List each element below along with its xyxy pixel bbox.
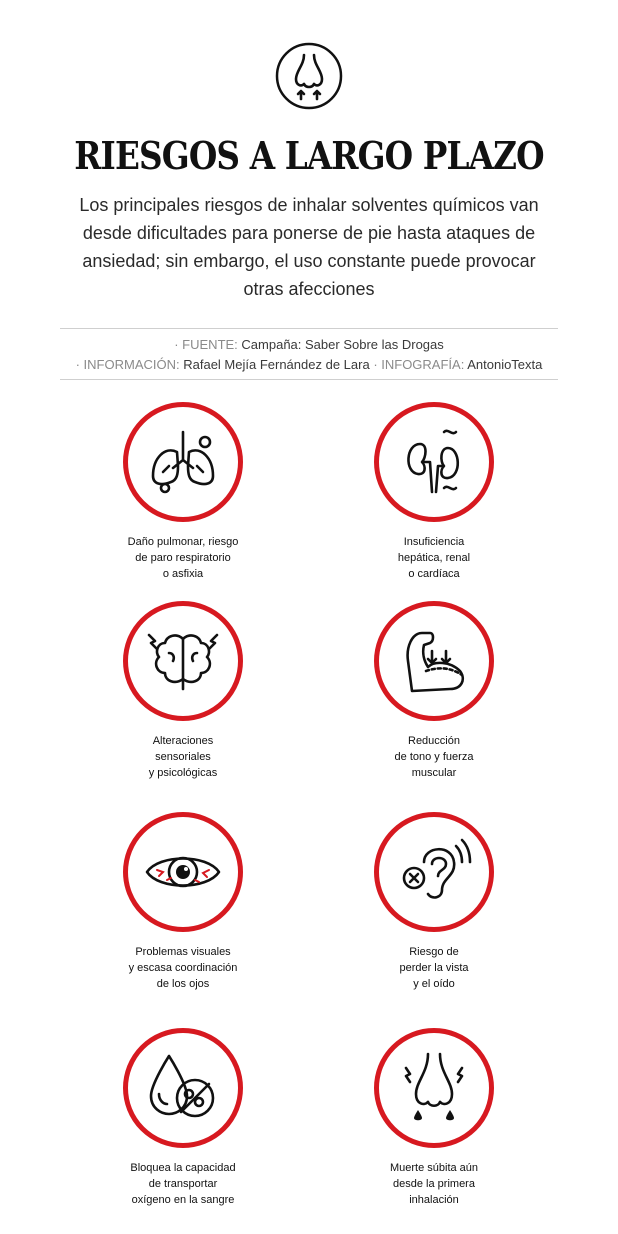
source-label: · FUENTE: xyxy=(174,337,238,352)
lungs-icon xyxy=(123,402,243,522)
page-title: RIESGOS A LARGO PLAZO xyxy=(74,133,544,178)
muscle-arm-icon xyxy=(374,601,494,721)
intro-text: Los principales riesgos de inhalar solventes químicos van desde dificultades para ponerse de pie hasta ataques de ansiedad; sin embargo, el uso constante puede provocar otras afecciones xyxy=(79,195,539,299)
blood-oxygen-icon xyxy=(123,1028,243,1148)
author-credits xyxy=(0,356,618,374)
divider xyxy=(60,379,558,380)
ear-deaf-icon xyxy=(374,812,494,932)
red-eye-icon xyxy=(123,812,243,932)
risk-caption: Reducción de tono y fuerza muscular xyxy=(394,735,474,779)
risk-caption: Insuficiencia hepática, renal o cardíaca xyxy=(397,536,471,580)
information-value: Rafael Mejía Fernández de Lara xyxy=(183,357,370,372)
kidneys-icon xyxy=(374,402,494,522)
risk-caption: Bloquea la capacidad de transportar oxígeno en la sangre xyxy=(130,1162,236,1206)
risk-caption: Alteraciones sensoriales y psicológicas xyxy=(148,735,218,779)
source-credit xyxy=(0,336,618,354)
nose-death-icon xyxy=(374,1028,494,1148)
information-label: · INFORMACIÓN: xyxy=(75,357,180,372)
risk-caption: Daño pulmonar, riesgo de paro respiratorio o asfixia xyxy=(127,536,239,580)
nose-inhale-icon xyxy=(274,41,344,111)
risk-caption: Muerte súbita aún desde la primera inhalación xyxy=(389,1162,479,1206)
source-value: Campaña: Saber Sobre las Drogas xyxy=(241,337,444,352)
risk-caption: Riesgo de perder la vista y el oído xyxy=(399,946,469,990)
divider xyxy=(60,328,558,329)
infographic-value: AntonioTexta xyxy=(467,357,543,372)
infographic-label: · INFOGRAFÍA: xyxy=(373,357,465,372)
brain-icon xyxy=(123,601,243,721)
risk-caption: Problemas visuales y escasa coordinación de los ojos xyxy=(128,946,238,990)
